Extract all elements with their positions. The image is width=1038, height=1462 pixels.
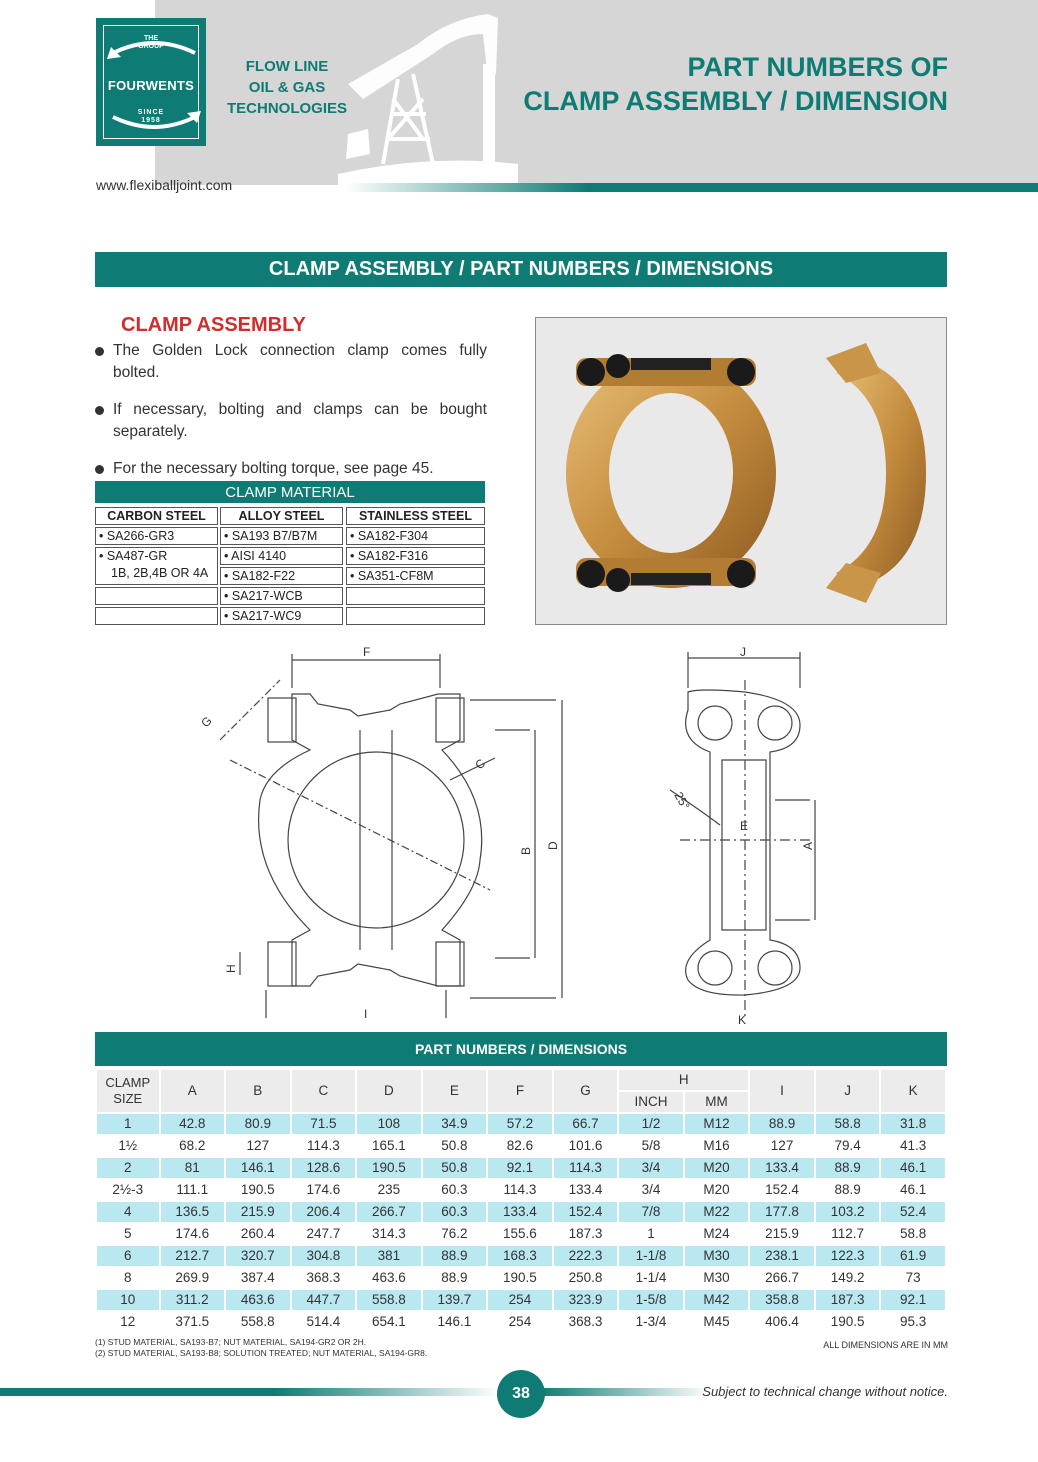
header-c: C <box>292 1070 356 1112</box>
table-cell: 155.6 <box>488 1224 552 1244</box>
header-h-inch: INCH <box>619 1092 683 1112</box>
header-size: SIZE <box>113 1091 143 1106</box>
table-cell: 463.6 <box>226 1290 290 1310</box>
table-cell: 12 <box>97 1312 159 1332</box>
table-cell: 254 <box>488 1290 552 1310</box>
footer-bar-right <box>540 1388 710 1396</box>
table-cell: 266.7 <box>357 1202 421 1222</box>
table-cell: 190.5 <box>488 1268 552 1288</box>
table-cell: 1-1/8 <box>619 1246 683 1266</box>
header-accent-bar <box>345 183 1038 192</box>
table-cell: 177.8 <box>750 1202 814 1222</box>
table-cell: 235 <box>357 1180 421 1200</box>
table-cell: 66.7 <box>554 1114 618 1134</box>
logo-brand: FOURWENTS <box>107 78 195 93</box>
table-cell: 76.2 <box>423 1224 487 1244</box>
table-cell: M20 <box>685 1180 749 1200</box>
material-cell: • SA182-F316 <box>346 547 485 565</box>
table-cell: 95.3 <box>881 1312 945 1332</box>
table-cell: 174.6 <box>292 1180 356 1200</box>
table-cell: 34.9 <box>423 1114 487 1134</box>
clamp-assembly-title: CLAMP ASSEMBLY <box>121 314 306 336</box>
logo-the: THE <box>144 35 158 42</box>
table-row <box>97 1114 945 1134</box>
table-row <box>97 1158 945 1178</box>
material-cell-empty <box>346 587 485 605</box>
table-cell: 152.4 <box>554 1202 618 1222</box>
header-a: A <box>161 1070 225 1112</box>
table-cell: 314.3 <box>357 1224 421 1244</box>
header-k: K <box>881 1070 945 1112</box>
table-cell: 174.6 <box>161 1224 225 1244</box>
table-cell: 146.1 <box>423 1312 487 1332</box>
table-cell: 1 <box>97 1114 159 1134</box>
header-clamp: CLAMP <box>105 1075 151 1090</box>
table-cell: M30 <box>685 1246 749 1266</box>
table-cell: 50.8 <box>423 1136 487 1156</box>
table-cell: 60.3 <box>423 1202 487 1222</box>
table-cell: 266.7 <box>750 1268 814 1288</box>
table-cell: 79.4 <box>816 1136 880 1156</box>
label-j: J <box>740 645 746 659</box>
table-row <box>97 1246 945 1266</box>
table-cell: 57.2 <box>488 1114 552 1134</box>
table-cell: 190.5 <box>816 1312 880 1332</box>
table-cell: 2 <box>97 1158 159 1178</box>
table-cell: 46.1 <box>881 1158 945 1178</box>
clamp-dimension-drawing <box>200 640 840 1030</box>
table-cell: 1-1/4 <box>619 1268 683 1288</box>
table-cell: 73 <box>881 1268 945 1288</box>
disclaimer: Subject to technical change without notice. <box>702 1384 948 1399</box>
table-cell: 2½-3 <box>97 1180 159 1200</box>
label-a: A <box>801 841 815 850</box>
bullet-item: The Golden Lock connection clamp comes fully bolted. <box>95 340 487 384</box>
page-title-line-1: PART NUMBERS OF <box>687 52 948 82</box>
table-cell: 3/4 <box>619 1180 683 1200</box>
table-cell: 136.5 <box>161 1202 225 1222</box>
material-cell: • AISI 4140 <box>220 547 343 565</box>
stainless-steel-header: STAINLESS STEEL <box>346 507 485 525</box>
table-cell: 88.9 <box>816 1180 880 1200</box>
table-row <box>97 1268 945 1288</box>
section-title: CLAMP ASSEMBLY / PART NUMBERS / DIMENSIONS <box>95 252 947 287</box>
alloy-steel-column <box>220 507 343 627</box>
table-row <box>97 1290 945 1310</box>
material-cell: • SA182-F22 <box>220 567 343 585</box>
header-d: D <box>357 1070 421 1112</box>
bullet-item: If necessary, bolting and clamps can be bought separately. <box>95 399 487 443</box>
table-cell: M45 <box>685 1312 749 1332</box>
table-cell: 3/4 <box>619 1158 683 1178</box>
table-cell: 60.3 <box>423 1180 487 1200</box>
table-cell: 81 <box>161 1158 225 1178</box>
table-cell: 41.3 <box>881 1136 945 1156</box>
table-cell: M22 <box>685 1202 749 1222</box>
company-line-1: FLOW LINE <box>245 58 329 75</box>
logo-year: 1958 <box>141 117 161 124</box>
label-g: G <box>198 713 215 731</box>
table-cell: 31.8 <box>881 1114 945 1134</box>
table-cell: 212.7 <box>161 1246 225 1266</box>
table-cell: 215.9 <box>226 1202 290 1222</box>
table-cell: 269.9 <box>161 1268 225 1288</box>
material-cell-empty <box>346 607 485 625</box>
material-cell: • SA193 B7/B7M <box>220 527 343 545</box>
table-cell: 80.9 <box>226 1114 290 1134</box>
alloy-steel-header: ALLOY STEEL <box>220 507 343 525</box>
label-c: C <box>472 756 489 773</box>
table-cell: 71.5 <box>292 1114 356 1134</box>
logo-group: GROUP <box>138 43 164 50</box>
website-url[interactable]: www.flexiballjoint.com <box>96 177 233 193</box>
material-cell: • SA182-F304 <box>346 527 485 545</box>
table-cell: 4 <box>97 1202 159 1222</box>
table-cell: 250.8 <box>554 1268 618 1288</box>
table-cell: 1½ <box>97 1136 159 1156</box>
table-cell: 101.6 <box>554 1136 618 1156</box>
table-cell: 10 <box>97 1290 159 1310</box>
table-cell: 50.8 <box>423 1158 487 1178</box>
table-cell: 381 <box>357 1246 421 1266</box>
table-row <box>97 1136 945 1156</box>
material-cell <box>95 547 218 585</box>
table-cell: 133.4 <box>488 1202 552 1222</box>
table-cell: 558.8 <box>226 1312 290 1332</box>
table-cell: 254 <box>488 1312 552 1332</box>
material-line: • SA487-GR <box>99 549 168 563</box>
table-cell: 114.3 <box>554 1158 618 1178</box>
header-b: B <box>226 1070 290 1112</box>
note-2: (2) STUD MATERIAL, SA193-B8; SOLUTION TREATED; NUT MATERIAL, SA194-GR8. <box>95 1348 428 1358</box>
company-line-2: OIL & GAS <box>248 79 326 96</box>
dimensions-table <box>95 1068 947 1334</box>
table-cell: 112.7 <box>816 1224 880 1244</box>
table-cell: 8 <box>97 1268 159 1288</box>
table-cell: 7/8 <box>619 1202 683 1222</box>
table-notes <box>95 1337 427 1359</box>
table-cell: 238.1 <box>750 1246 814 1266</box>
clamp-photo <box>535 317 947 625</box>
table-cell: 1 <box>619 1224 683 1244</box>
table-cell: 165.1 <box>357 1136 421 1156</box>
label-h: H <box>224 964 238 973</box>
part-numbers-title: PART NUMBERS / DIMENSIONS <box>95 1032 947 1066</box>
table-cell: 323.9 <box>554 1290 618 1310</box>
table-cell: 88.9 <box>423 1246 487 1266</box>
header-j: J <box>816 1070 880 1112</box>
clamp-material-title: CLAMP MATERIAL <box>95 481 485 503</box>
material-cell: • SA266-GR3 <box>95 527 218 545</box>
page-title <box>523 50 948 118</box>
table-cell: 92.1 <box>881 1290 945 1310</box>
table-cell: 187.3 <box>816 1290 880 1310</box>
table-cell: 58.8 <box>881 1224 945 1244</box>
table-row <box>97 1202 945 1222</box>
table-cell: 149.2 <box>816 1268 880 1288</box>
table-cell: 88.9 <box>423 1268 487 1288</box>
company-line-3: TECHNOLOGIES <box>226 100 347 117</box>
table-cell: 127 <box>750 1136 814 1156</box>
pumpjack-icon <box>338 4 518 189</box>
page-title-line-2: CLAMP ASSEMBLY / DIMENSION <box>523 86 948 116</box>
label-angle: 25° <box>671 789 693 813</box>
table-cell: 320.7 <box>226 1246 290 1266</box>
table-cell: 88.9 <box>816 1158 880 1178</box>
table-cell: 68.2 <box>161 1136 225 1156</box>
table-cell: 1-3/4 <box>619 1312 683 1332</box>
stainless-steel-column <box>346 507 485 627</box>
table-cell: 111.1 <box>161 1180 225 1200</box>
table-cell: 187.3 <box>554 1224 618 1244</box>
header-h-mm: MM <box>685 1092 749 1112</box>
table-cell: M12 <box>685 1114 749 1134</box>
table-cell: 447.7 <box>292 1290 356 1310</box>
table-cell: 46.1 <box>881 1180 945 1200</box>
header-clamp-size <box>97 1070 159 1112</box>
dimensions-table-body <box>97 1114 945 1332</box>
header-g: G <box>554 1070 618 1112</box>
table-cell: 61.9 <box>881 1246 945 1266</box>
table-cell: 654.1 <box>357 1312 421 1332</box>
footer-bar-left <box>0 1388 500 1396</box>
table-cell: 406.4 <box>750 1312 814 1332</box>
table-cell: 387.4 <box>226 1268 290 1288</box>
label-k: K <box>738 1013 747 1027</box>
table-cell: 311.2 <box>161 1290 225 1310</box>
label-b: B <box>519 846 533 855</box>
header-i: I <box>750 1070 814 1112</box>
table-cell: 215.9 <box>750 1224 814 1244</box>
table-cell: 133.4 <box>554 1180 618 1200</box>
company-name <box>222 56 352 119</box>
table-row <box>97 1312 945 1332</box>
bullet-item: For the necessary bolting torque, see page 45. <box>95 458 487 480</box>
header-f: F <box>488 1070 552 1112</box>
material-cell-empty <box>95 587 218 605</box>
table-cell: 304.8 <box>292 1246 356 1266</box>
table-cell: 368.3 <box>554 1312 618 1332</box>
material-cell: • SA217-WCB <box>220 587 343 605</box>
table-cell: 190.5 <box>357 1158 421 1178</box>
table-cell: M20 <box>685 1158 749 1178</box>
label-e: E <box>740 819 749 833</box>
table-cell: 128.6 <box>292 1158 356 1178</box>
table-cell: 88.9 <box>750 1114 814 1134</box>
table-cell: 190.5 <box>226 1180 290 1200</box>
table-cell: M16 <box>685 1136 749 1156</box>
table-cell: 1-5/8 <box>619 1290 683 1310</box>
carbon-steel-column <box>95 507 218 627</box>
clamp-photo-image <box>536 318 948 626</box>
table-cell: 58.8 <box>816 1114 880 1134</box>
carbon-steel-header: CARBON STEEL <box>95 507 218 525</box>
table-cell: 42.8 <box>161 1114 225 1134</box>
label-d: D <box>546 841 560 850</box>
header-h: H <box>619 1070 748 1090</box>
table-cell: 146.1 <box>226 1158 290 1178</box>
label-i: I <box>364 1007 368 1021</box>
all-dimensions-note: ALL DIMENSIONS ARE IN MM <box>823 1340 948 1350</box>
table-cell: 168.3 <box>488 1246 552 1266</box>
table-cell: 92.1 <box>488 1158 552 1178</box>
table-cell: 133.4 <box>750 1158 814 1178</box>
material-cell-empty <box>95 607 218 625</box>
material-cell: • SA351-CF8M <box>346 567 485 585</box>
table-cell: 368.3 <box>292 1268 356 1288</box>
table-cell: 127 <box>226 1136 290 1156</box>
table-cell: M30 <box>685 1268 749 1288</box>
material-line: 1B, 2B,4B OR 4A <box>111 566 209 580</box>
table-cell: 152.4 <box>750 1180 814 1200</box>
table-cell: 260.4 <box>226 1224 290 1244</box>
table-cell: 6 <box>97 1246 159 1266</box>
company-logo <box>96 18 206 146</box>
table-cell: 114.3 <box>292 1136 356 1156</box>
table-cell: 514.4 <box>292 1312 356 1332</box>
table-cell: 558.8 <box>357 1290 421 1310</box>
table-cell: 247.7 <box>292 1224 356 1244</box>
label-f: F <box>363 645 371 659</box>
table-cell: 222.3 <box>554 1246 618 1266</box>
table-cell: 52.4 <box>881 1202 945 1222</box>
table-cell: 5/8 <box>619 1136 683 1156</box>
table-cell: M42 <box>685 1290 749 1310</box>
table-row <box>97 1180 945 1200</box>
table-cell: 358.8 <box>750 1290 814 1310</box>
table-cell: 371.5 <box>161 1312 225 1332</box>
table-cell: 1/2 <box>619 1114 683 1134</box>
table-cell: 82.6 <box>488 1136 552 1156</box>
table-cell: 114.3 <box>488 1180 552 1200</box>
table-cell: 463.6 <box>357 1268 421 1288</box>
material-cell: • SA217-WC9 <box>220 607 343 625</box>
table-cell: M24 <box>685 1224 749 1244</box>
table-cell: 122.3 <box>816 1246 880 1266</box>
logo-since: SINCE <box>137 109 165 116</box>
table-cell: 103.2 <box>816 1202 880 1222</box>
table-cell: 139.7 <box>423 1290 487 1310</box>
page-number: 38 <box>497 1370 545 1418</box>
table-cell: 5 <box>97 1224 159 1244</box>
note-1: (1) STUD MATERIAL, SA193-B7; NUT MATERIAL, SA194-GR2 OR 2H. <box>95 1337 367 1347</box>
table-cell: 206.4 <box>292 1202 356 1222</box>
clamp-assembly-bullets <box>95 340 487 495</box>
header-e: E <box>423 1070 487 1112</box>
table-row <box>97 1224 945 1244</box>
table-cell: 108 <box>357 1114 421 1134</box>
